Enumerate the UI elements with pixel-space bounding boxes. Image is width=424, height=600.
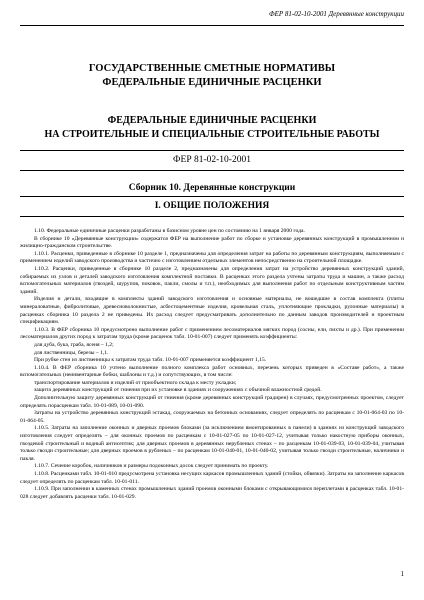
title-line-1: ГОСУДАРСТВЕННЫЕ СМЕТНЫЕ НОРМАТИВЫ (88, 63, 336, 74)
paragraph: 1.10. Федеральные единичные расценки разработаны в базисном уровне цен по состоянию на 1 января 2000 года. (34, 228, 305, 234)
section-heading: I. ОБЩИЕ ПОЛОЖЕНИЯ (20, 196, 404, 217)
paragraph: При рубке стен из лиственницы к затратам труда табл. 10-01-007 применяется коэффициент 1,15. (34, 357, 267, 364)
paragraph: для лиственницы, березы – 1,1. (34, 349, 109, 356)
document-code: ФЕР 81-02-10-2001 (20, 150, 404, 171)
paragraph: транспортирование материалов и изделий от приобъектного склада к месту укладки; (34, 379, 237, 386)
paragraph: 1.10.2. Расценки, приведенные в сборнике 10 разделе 2, предназначены для определения затрат на устройство деревянных конструкций зданий, собираемых из узлов и деталей заводского изготовления комплектной поставки. В расценках этого раздела учтены затраты труда и машин, а также расход вспомогательных материалов (гвоздей, шурупов, поковок, пакли, смолы и т.п.), необходимых для выполнения работ по отдельным конструктивным частям зданий. (20, 265, 404, 295)
paragraph: защита деревянных конструкций от гниения при их установке в зданиях и сооружениях с обычной влажностной средой. (34, 387, 322, 394)
paragraph: Изделия и детали, входящие в комплекты зданий заводского изготовления и основные материалы, не вошедшие в состав комплекта (плиты минераловатные, фибролитовые, древесноволокнистые, асбестоцементные изделия, кровельная сталь, уплотняющие прокладки, рулонные материалы) в расценках сборника 10 раздела 2 не приведены. Их расход следует предусматривать дополнительно по данным заводов производителей и проектным спецификациям. (20, 296, 404, 326)
paragraph: 1.10.3. В ФЕР сборника 10 предусмотрено выполнение работ с применением лесоматериалов мягких пород (сосны, ели, пихты и др.). При применении лесоматериалов других пород к затратам труда (кроме расценок табл. 10-01-007) следует применять коэффициенты: (20, 326, 404, 341)
collection-title: Сборник 10. Деревянные конструкции (128, 183, 296, 193)
title-line-2: ФЕДЕРАЛЬНЫЕ ЕДИНИЧНЫЕ РАСЦЕНКИ (102, 77, 322, 88)
page-number: 1 (400, 570, 404, 578)
subtitle-line-2: НА СТРОИТЕЛЬНЫЕ И СПЕЦИАЛЬНЫЕ СТРОИТЕЛЬНЫЕ РАБОТЫ (44, 128, 380, 140)
paragraph: 1.10.9. При заполнении в каменных стенах промышленных зданий проемов оконными блоками с открывающимися переплетами в расценках табл. 10-01-028 следует добавлять расценки табл. 10-01-029. (20, 486, 404, 500)
paragraph: для дуба, бука, граба, ясеня – 1,2; (34, 341, 114, 348)
paragraph: Затраты на устройство деревянных конструкций эстакад, сооружаемых на бетонных основаниях, следует определять по расценкам с 10-01-064-03 по 10-01-064-05. (20, 410, 404, 424)
document-title (20, 62, 404, 90)
paragraph: 1.10.4. В ФЕР сборника 10 учтено выполнение полного комплекса работ основных, перечень которых приведен в «Составе работ», а также вспомогательных (неинвентарные бобки, шаблоны и т.д.) и сопутствующих, в том числе: (20, 364, 404, 379)
paragraph: Дополнительную защиту деревянных конструкций от гниения (кроме деревянных конструкций градирен) в случаях, предусмотренных проектом, следует определять порасценкам табл. 10-01-089, 10-01-090. (20, 395, 404, 409)
header-rule (20, 25, 404, 26)
subtitle-line-1: ФЕДЕРАЛЬНЫЕ ЕДИНИЧНЫЕ РАСЦЕНКИ (107, 115, 317, 126)
paragraph: В сборнике 10 «Деревянные конструкции» содержатся ФЕР на выполнение работ по сборке и установке деревянных конструкций в промышленном и жилищно-гражданском строительстве. (20, 235, 404, 250)
paragraph: 1.10.1. Расценки, приведенные в сборнике 10 разделе 1, предназначены для определения затрат на работы по деревянным конструкциям, выполняемым с применением изделий заводского производства и частично с изготовлением отдельных элементов непосредственно на строительной площадке. (20, 250, 404, 265)
paragraph: 1.10.5. Затраты на заполнение оконных и дверных проемов блоками (за исключением вмонтированных в панели) в зданиях из конструкций заводского изготовления следует определять – для оконных проемов по расценкам с 10-01-027-05 по 10-01-027-12, учитывая только накостную приборы оконных, гвоздевой строительный и водный антисептик; для дверных проемов в деревянных нерубленых стенах – по расценкам 10-01-039-03, 10-01-039-04, учитывая только гвозди строительные; для дверных проемов в рубленых – по расценкам 10-01-040-01, 10-01-040-02, учитывая только гвозди строительные, наличники и пакля. (20, 425, 404, 462)
document-subtitle (20, 114, 404, 141)
paragraph: 1.10.7. Сечение коробок, наличников и размеры подоконных досок следует принимать по проекту. (34, 463, 269, 470)
body-text (20, 228, 404, 501)
paragraph: 1.10.8. Расценками табл. 10-01-010 предусмотрена установка несущих каркасов промышленных зданий (стойки, обвязки). Затраты на заполнение каркасов следует определять по расценкам табл. 10-01-011. (20, 471, 404, 485)
running-header: ФЕР 81-02-10-2001 Деревянные конструкции (268, 10, 404, 18)
